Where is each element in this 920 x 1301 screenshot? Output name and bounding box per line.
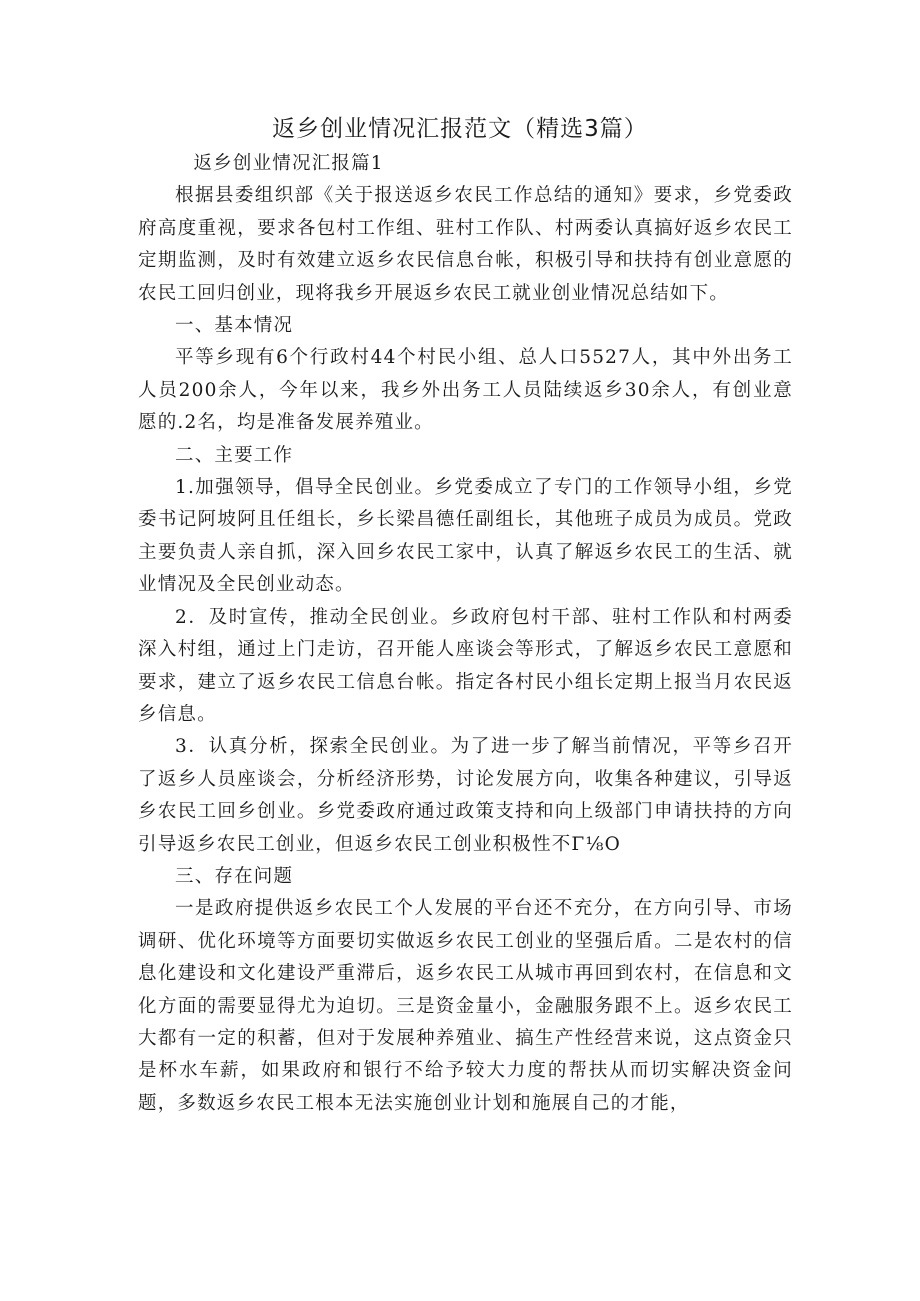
heading-main-work: 二、主要工作 xyxy=(175,444,294,466)
document-body xyxy=(138,148,793,1120)
heading-problems: 三、存在问题 xyxy=(175,865,294,887)
paragraph-work-item-3: 3．认真分析，探索全民创业。为了进一步了解当前情况，平等乡召开了返乡人员座谈会，分析经济形势，讨论发展方向，收集各种建议，引导返乡农民工回乡创业。乡党委政府通过政策支持和向上级部门申请扶持的方向引导返乡农民工创业，但返乡农民工创业积极性不Γ⅛O xyxy=(138,736,793,855)
heading-basic-situation: 一、基本情况 xyxy=(175,315,294,337)
paragraph-work-item-2: 2．及时宣传，推动全民创业。乡政府包村干部、驻村工作队和村两委深入村组，通过上门走访，召开能人座谈会等形式，了解返乡农民工意愿和要求，建立了返乡农民工信息台帐。指定各村民小组长定期上报当月农民返乡信息。 xyxy=(138,606,793,725)
paragraph-intro: 根据县委组织部《关于报送返乡农民工作总结的通知》要求，乡党委政府高度重视，要求各包村工作组、驻村工作队、村两委认真搞好返乡农民工定期监测，及时有效建立返乡农民信息台帐，积极引导和扶持有创业意愿的农民工回归创业，现将我乡开展返乡农民工就业创业情况总结如下。 xyxy=(138,185,793,304)
paragraph-work-item-1: 1.加强领导，倡导全民创业。乡党委成立了专门的工作领导小组，乡党委书记阿坡阿且任组长，乡长梁昌德任副组长，其他班子成员为成员。党政主要负责人亲自抓，深入回乡农民工家中，认真了解返乡农民工的生活、就业情况及全民创业动态。 xyxy=(138,477,793,596)
document-title: 返乡创业情况汇报范文（精选3篇） xyxy=(272,116,648,142)
paragraph-problems: 一是政府提供返乡农民工个人发展的平台还不充分，在方向引导、市场调研、优化环境等方面要切实做返乡农民工创业的坚强后盾。二是农村的信息化建设和文化建设严重滞后，返乡农民工从城市再回到农村，在信息和文化方面的需要显得尤为迫切。三是资金量小，金融服务跟不上。返乡农民工大都有一定的积蓄，但对于发展种养殖业、搞生产性经营来说，这点资金只是杯水车薪，如果政府和银行不给予较大力度的帮扶从而切实解决资金问题，多数返乡农民工根本无法实施创业计划和施展自己的才能， xyxy=(138,898,793,1114)
section-subtitle: 返乡创业情况汇报篇1 xyxy=(193,153,384,174)
paragraph-basic-situation: 平等乡现有6个行政村44个村民小组、总人口5527人，其中外出务工人员200余人，今年以来，我乡外出务工人员陆续返乡30余人，有创业意愿的.2名，均是准备发展养殖业。 xyxy=(138,347,793,434)
